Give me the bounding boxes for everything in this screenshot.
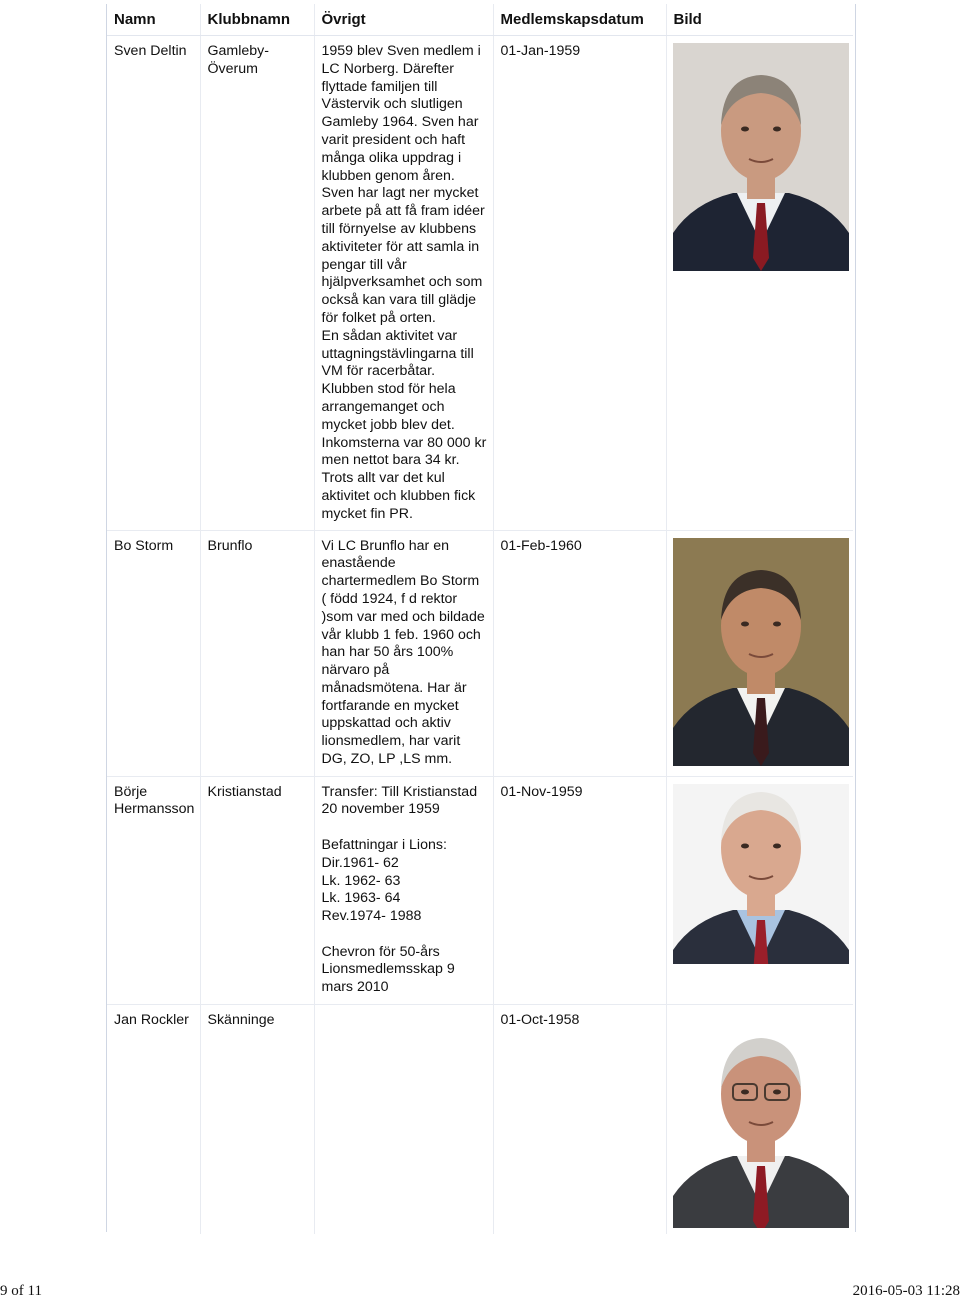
table-header-row [107,4,853,36]
print-timestamp: 2016-05-03 11:28 [852,1283,960,1299]
member-portrait [673,1012,849,1228]
photo-cell [666,530,853,776]
members-table [107,4,853,1234]
column-header-membership-date: Medlemskapsdatum [493,4,666,36]
portrait-right-eye [773,127,781,132]
portrait-right-eye [773,621,781,626]
member-notes: Vi LC Brunflo har en enastående chartermedlem Bo Storm ( född 1924, f d rektor )som var med och bildade vår klubb 1 feb. 1960 och han har 50 års 100% närvaro på månadsmötena. Har är fortfarande en mycket uppskattad och aktiv lionsmedlem, har varit DG, ZO, LP ,LS mm. [314,530,493,776]
photo-cell [666,36,853,531]
portrait-left-eye [741,1089,749,1094]
table-row [107,530,853,776]
photo-cell [666,1004,853,1234]
member-notes: Transfer: Till Kristianstad 20 november 1959 Befattningar i Lions: Dir.1961- 62 Lk. 1962- 63 Lk. 1963- 64 Rev.1974- 1988 Chevron för 50-års Lionsmedlemsskap 9 mars 2010 [314,776,493,1004]
table-row [107,36,853,531]
member-name: Jan Rockler [107,1004,200,1234]
table-row [107,776,853,1004]
club-name: Kristianstad [200,776,314,1004]
member-name: Börje Hermansson [107,776,200,1004]
member-notes [314,1004,493,1234]
member-notes: 1959 blev Sven medlem i LC Norberg. Därefter flyttade familjen till Västervik och slutligen Gamleby 1964. Sven har varit president och haft många olika uppdrag i klubben genom åren. Sven har lagt ner mycket arbete på att få fram idéer till förnyelse av klubbens aktiviteter för att samla in pengar till vår hjälpverksamhet och som också kan vara till glädje för folket på orten. En sådan aktivitet var uttagningstävlingarna till VM för racerbåtar. Klubben stod för hela arrangemanget och mycket jobb blev det. Inkomsterna var 80 000 kr men nettot bara 34 kr. Trots allt var det kul aktivitet och klubben fick mycket fin PR. [314,36,493,531]
club-name: Skänninge [200,1004,314,1234]
column-header-club: Klubbnamn [200,4,314,36]
member-portrait [673,538,849,766]
page-number: 9 of 11 [0,1283,42,1299]
membership-date: 01-Jan-1959 [493,36,666,531]
membership-date: 01-Oct-1958 [493,1004,666,1234]
member-name: Bo Storm [107,530,200,776]
photo-cell [666,776,853,1004]
member-portrait [673,784,849,964]
column-header-name: Namn [107,4,200,36]
membership-date: 01-Feb-1960 [493,530,666,776]
club-name: Brunflo [200,530,314,776]
member-portrait [673,43,849,271]
member-name: Sven Deltin [107,36,200,531]
portrait-left-eye [741,843,749,848]
portrait-left-eye [741,127,749,132]
table-row [107,1004,853,1234]
club-name: Gamleby- Överum [200,36,314,531]
portrait-left-eye [741,621,749,626]
members-table-container [106,4,856,1232]
portrait-right-eye [773,1089,781,1094]
membership-date: 01-Nov-1959 [493,776,666,1004]
portrait-right-eye [773,843,781,848]
column-header-notes: Övrigt [314,4,493,36]
column-header-picture: Bild [666,4,853,36]
